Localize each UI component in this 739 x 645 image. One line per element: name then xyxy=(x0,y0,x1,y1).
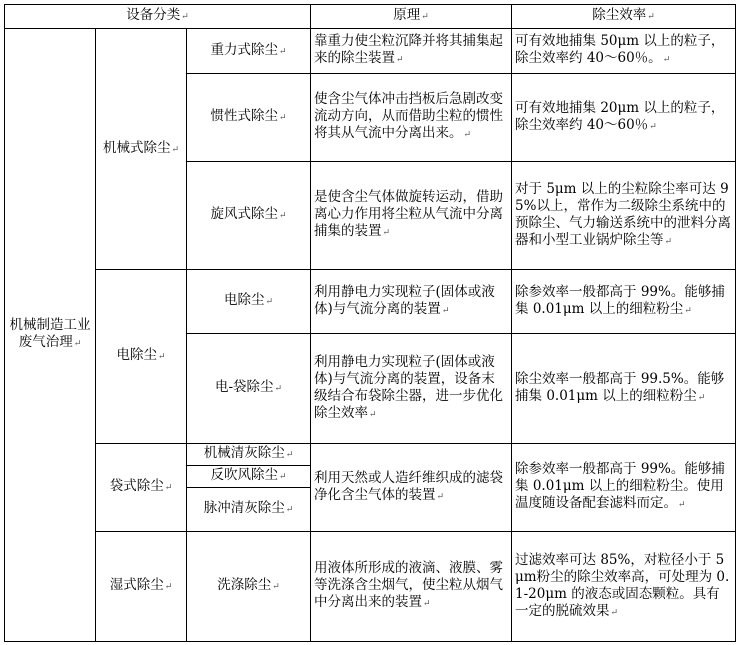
table-row xyxy=(5,270,736,334)
efficiency-wash-cell: 过滤效率可达 85%，对粒径小于 5μm粉尘的除尘效率高，可处理为 0.1-20μm 的液态或固态颗粒。具有一定的脱硫效果↵ xyxy=(512,532,736,642)
type-esp-bag-cell: 电-袋除尘↵ xyxy=(187,334,311,444)
principle-gravity-cell: 靠重力使尘粒沉降并将其捕集起来的除尘装置↵ xyxy=(311,29,512,74)
type-wash-cell: 洗涤除尘↵ xyxy=(187,532,311,642)
type-cyclone-cell: 旋风式除尘↵ xyxy=(187,162,311,270)
principle-wash-cell: 用液体所形成的液滴、液膜、雾等洗涤含尘烟气，使尘粒从烟气中分离出来的装置↵ xyxy=(311,532,512,642)
efficiency-esp-bag-cell: 除尘效率一般都高于 99.5%。能够捕集 0.01μm 以上的细粒粉尘↵ xyxy=(512,334,736,444)
group-mechanical-cell: 机械式除尘↵ xyxy=(96,29,187,270)
root-category-cell: 机械制造工业废气治理↵ xyxy=(5,29,96,642)
efficiency-cyclone-cell: 对于 5μm 以上的尘粒除尘率可达 95%以上，常作为二级除尘系统中的预除尘、气力输送系统中的泄料分离器和小型工业锅炉除尘等↵ xyxy=(512,162,736,270)
efficiency-bag-cell: 除参效率一般都高于 99%。能够捕集 0.01μm 以上的细粒粉尘。使用温度随设备配套滤料而定。↵ xyxy=(512,444,736,532)
principle-esp-cell: 利用静电力实现粒子(固体或液体)与气流分离的装置↵ xyxy=(311,270,512,334)
principle-bag-cell: 利用天然或人造纤维织成的滤袋净化含尘气体的装置↵ xyxy=(311,444,512,532)
type-esp-cell: 电除尘↵ xyxy=(187,270,311,334)
header-row xyxy=(5,5,736,29)
group-bag-cell: 袋式除尘↵ xyxy=(96,444,187,532)
efficiency-gravity-cell: 可有效地捕集 50μm 以上的粒子，除尘效率约 40～60％。↵ xyxy=(512,29,736,74)
header-efficiency: 除尘效率↵ xyxy=(512,5,736,29)
principle-inertial-cell: 使含尘气体冲击挡板后急剧改变流动方向，从而借助尘粒的惯性将其从气流中分离出来。↵ xyxy=(311,74,512,162)
type-bag-reverse-cell: 反吹风除尘↵ xyxy=(187,466,311,488)
table-row xyxy=(5,532,736,642)
group-electric-cell: 电除尘↵ xyxy=(96,270,187,444)
type-bag-pulse-cell: 脉冲清灰除尘↵ xyxy=(187,488,311,532)
efficiency-esp-cell: 除参效率一般都高于 99%。能够捕集 0.01μm 以上的细粒粉尘↵ xyxy=(512,270,736,334)
table-row xyxy=(5,444,736,466)
type-inertial-cell: 惯性式除尘↵ xyxy=(187,74,311,162)
header-principle: 原理↵ xyxy=(311,5,512,29)
principle-esp-bag-cell: 利用静电力实现粒子(固体或液体)与气流分离的装置，设备末级结合布袋除尘器，进一步优化除尘效率↵ xyxy=(311,334,512,444)
table-row xyxy=(5,29,736,74)
type-gravity-cell: 重力式除尘↵ xyxy=(187,29,311,74)
dust-removal-table xyxy=(4,4,736,642)
principle-cyclone-cell: 是使含尘气体做旋转运动，借助离心力作用将尘粒从气流中分离捕集的装置↵ xyxy=(311,162,512,270)
type-bag-mech-cell: 机械清灰除尘↵ xyxy=(187,444,311,466)
group-wet-cell: 湿式除尘↵ xyxy=(96,532,187,642)
efficiency-inertial-cell: 可有效地捕集 20μm 以上的粒子，除尘效率约 40～60％↵ xyxy=(512,74,736,162)
header-category: 设备分类↵ xyxy=(5,5,311,29)
